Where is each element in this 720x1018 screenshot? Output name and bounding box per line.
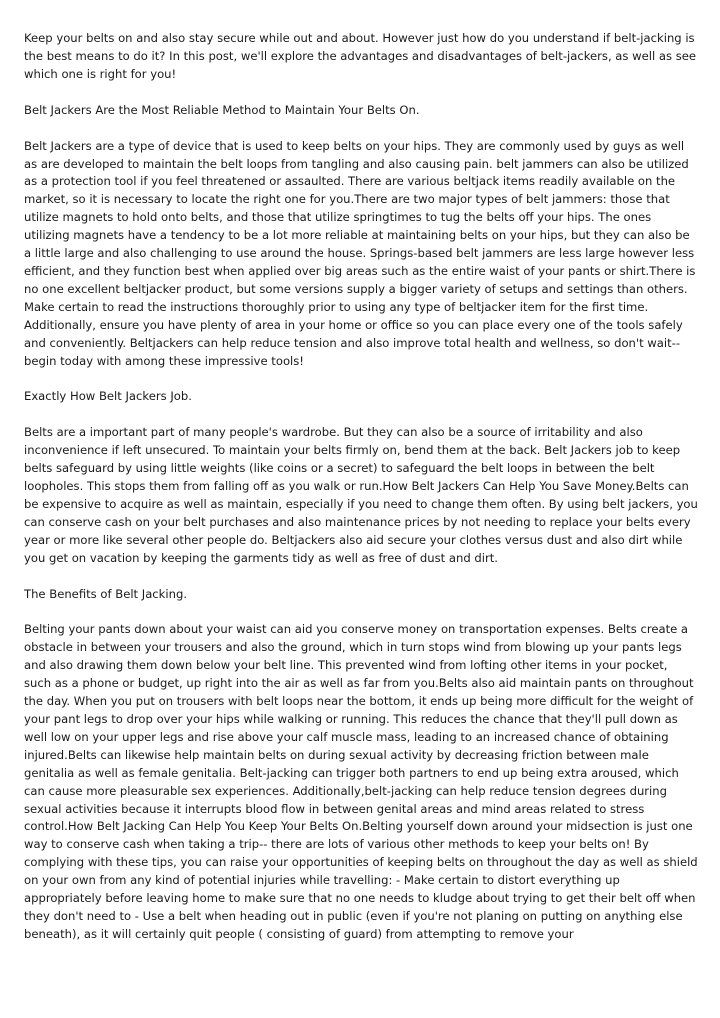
section-heading-reliable-method: Belt Jackers Are the Most Reliable Method to Maintain Your Belts On. — [24, 102, 420, 117]
body-paragraph: Belts are a important part of many people's wardrobe. But they can also be a source of irritability and also inconvenience if left unsecured. To maintain your belts firmly on, bend them at the back. Belt Jackers job to keep belts safeguard by using little weights (like coins or a secret) to safeguard the belt loops in between the belt loopholes. This stops them from falling off as you walk or run.How Belt Jackers Can Help You Save Money.Belts can be expensive to acquire as well as maintain, especially if you need to change them often. By using belt jackers, you can conserve cash on your belt purchases and also maintenance prices by not needing to replace your belts every year or more like several other people do. Beltjackers also aid secure your clothes versus dust and also dirt while you get on vacation by keeping the garments tidy as well as free of dust and dirt. — [24, 425, 698, 565]
intro-paragraph: Keep your belts on and also stay secure while out and about. However just how do you understand if belt-jacking is the best means to do it? In this post, we'll explore the advantages and disadvantages of belt-jackers, as well as see which one is right for you! — [24, 31, 697, 81]
section-heading-benefits: The Benefits of Belt Jacking. — [24, 586, 188, 601]
body-paragraph: Belt Jackers are a type of device that is used to keep belts on your hips. They are commonly used by guys as well as are developed to maintain the belt loops from tangling and also causing pain. belt jammers can also be utilized as a protection tool if you feel threatened or assaulted. There are various beltjack items readily available on the market, so it is necessary to locate the right one for you.There are two major types of belt jammers: those that utilize magnets to hold onto belts, and those that utilize springtimes to tug the belts off your hips. The ones utilizing magnets have a tendency to be a lot more reliable at maintaining belts on your hips, but they can also be a little large and also challenging to use around the house. Springs-based belt jammers are less large however less efficient, and they function best when applied over big areas such as the entire waist of your pants or shirt.There is no one excellent beltjacker product, but some versions supply a bigger variety of setups and settings than others. Make certain to read the instructions thoroughly prior to using any type of beltjacker item for the first time. Additionally, ensure you have plenty of area in your home or office so you can place every one of the tools safely and conveniently. Beltjackers can help reduce tension and also improve total health and wellness, so don't wait-- begin today with among these impressive tools! — [24, 138, 696, 368]
section-heading-how-jackers-work: Exactly How Belt Jackers Job. — [24, 389, 192, 404]
body-paragraph: Belting your pants down about your waist can aid you conserve money on transportation expenses. Belts create a obstacle in between your trousers and also the ground, which in turn stops wind from blowing up your pants legs and also drawing them down below your belt line. This prevented wind from lofting other items in your pocket, such as a phone or budget, up right into the air as well as far from you.Belts also aid maintain pants on throughout the day. When you put on trousers with belt loops near the bottom, it ends up being more difficult for the weight of your pant legs to drop over your hips while walking or running. This reduces the chance that they'll pull down as well low on your upper legs and rise above your calf muscle mass, leading to an increased chance of obtaining injured.Belts can likewise help maintain belts on during sexual activity by decreasing friction between male genitalia as well as female genitalia. Belt-jacking can trigger both partners to end up being extra aroused, which can cause more pleasurable sex experiences. Additionally,belt-jacking can help reduce tension degrees during sexual activities because it interrupts blood flow in between genital areas and mind areas related to stress control.How Belt Jacking Can Help You Keep Your Belts On.Belting yourself down around your midsection is just one way to conserve cash when taking a trip-- there are lots of various other methods to keep your belts on! By complying with these tips, you can raise your opportunities of keeping belts on throughout the day as well as shield on your own from any kind of potential injuries while travelling: - Make certain to distort everything up appropriately before leaving home to make sure that no one needs to kludge about trying to get their belt off when they don't need to - Use a belt when heading out in public (even if you're not planing on putting on anything else beneath), as it will certainly quit people ( consisting of guard) from attempting to remove your — [24, 622, 698, 941]
document-body — [24, 30, 698, 962]
